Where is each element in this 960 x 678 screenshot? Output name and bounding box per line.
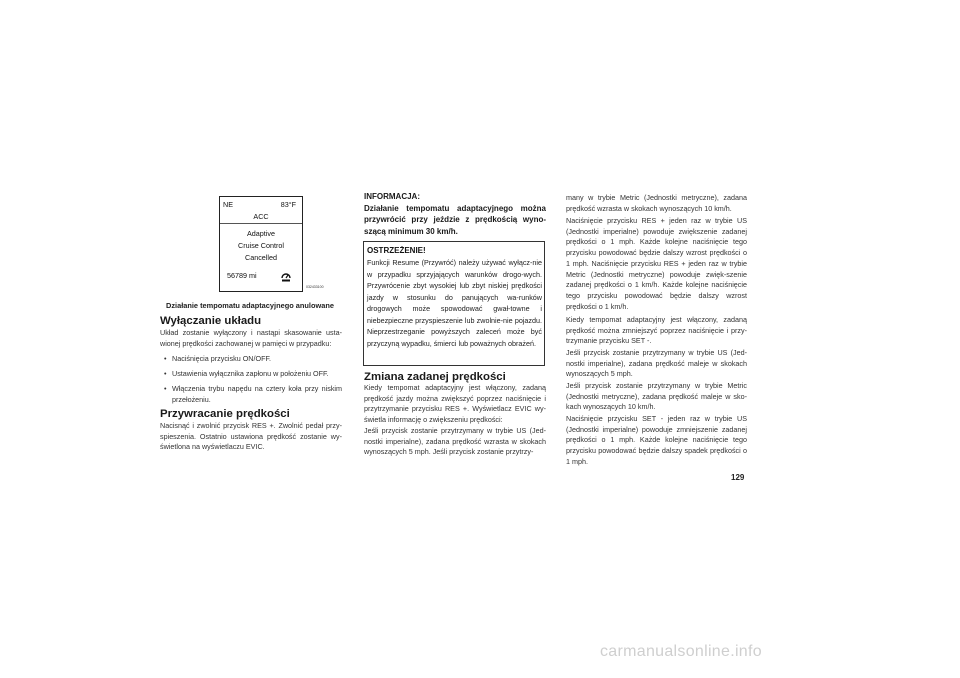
cruise-control-icon — [280, 271, 292, 283]
acc-mode-label: ACC — [220, 212, 302, 224]
page-number: 129 — [731, 473, 745, 482]
section-text-system-off: Układ zostanie wyłączony i nastąpi skasowanie usta-wionej prędkości zachowanej w pamięci w przypadku: — [160, 328, 342, 348]
info-text: Działanie tempomatu adaptacyjnego można przywrócić przy jeździe z prędkością wyno-szącą minimum 30 km/h. — [364, 204, 546, 236]
section-title-resume: Przywracanie prędkości — [160, 408, 290, 420]
evic-message — [220, 228, 302, 264]
evic-message-line: Cruise Control — [238, 241, 284, 250]
section-title-system-off: Wyłączanie układu — [160, 315, 262, 327]
section-text-change-speed: Kiedy tempomat adaptacyjny jest włączony, zadaną prędkość jazdy można zwiększyć poprzez naciśnięcie i przytrzymanie przycisku RES +. Wyświetlacz EVIC wy-świetla informację o zwiększeniu prędkości: — [364, 383, 546, 425]
section-text-change-speed-2: Jeśli przycisk zostanie przytrzymany w trybie US (Jed-nostki imperialne), zadana prędkość wzrasta w skokach wynoszących 5 mph. Jeśli przycisk zostanie przytrzy- — [364, 426, 546, 457]
odometer-readout: 56789 mi — [227, 271, 257, 280]
paragraph: Naciśnięcie przycisku SET - jeden raz w trybie US (Jednostki imperialne) powoduje zmniejszenie zadanej prędkości o 1 mph. Każde kolejne naciśnięcie tego przycisku powodować będzie dalszy spadek prędkości o 1 mph. — [566, 414, 747, 466]
compass-direction: NE — [223, 200, 233, 209]
watermark: carmanualsonline.info — [600, 643, 762, 660]
warning-title: OSTRZEŻENIE! — [367, 246, 426, 255]
evic-top-row — [223, 200, 296, 209]
evic-display-figure — [219, 196, 303, 292]
figure-code: 032433100 — [306, 285, 324, 289]
outside-temperature: 83°F — [280, 200, 296, 209]
section-title-change-speed: Zmiana zadanej prędkości — [364, 371, 506, 383]
figure-caption: Działanie tempomatu adaptacyjnego anulowane — [166, 301, 334, 310]
evic-message-line: Cancelled — [245, 253, 277, 262]
warning-text: Funkcji Resume (Przywróć) należy używać wyłącz-nie w przypadku sprzyjających warunków drogo-wych. Przywrócenie zbyt wysokiej lub zbyt niskiej prędkości jazdy w stosunku do panujących wa-runków drogowych może spowodować gwał-towne i niebezpieczne przyspieszenie lub zwolnie-nie pojazdu. Nieprzestrzeganie powyższych zaleceń może być przyczyną wypadku, śmierci lub poważnych obrażeń. — [367, 258, 542, 348]
paragraph: Jeśli przycisk zostanie przytrzymany w trybie US (Jed-nostki imperialne), zadana prędkość maleje w skokach wynoszących 5 mph. — [566, 348, 747, 379]
paragraph: Kiedy tempomat adaptacyjny jest włączony, zadaną prędkość można zmniejszyć poprzez naciśnięcie i przy-trzymanie przycisku SET -. — [566, 315, 747, 346]
info-title: INFORMACJA: — [364, 192, 420, 201]
section-text-resume: Nacisnąć i zwolnić przycisk RES +. Zwolnić pedał przy-spieszenia. Ostatnio ustawiona prędkość zostanie wy-świetlona na wyświetlaczu EVIC. — [160, 421, 342, 452]
evic-message-line: Adaptive — [247, 229, 275, 238]
paragraph: Jeśli przycisk zostanie przytrzymany w trybie Metric (Jednostki metryczne), zadana prędkość maleje w sko-kach wynoszących 10 km/h. — [566, 381, 747, 412]
paragraph: Naciśnięcie przycisku RES + jeden raz w trybie US (Jednostki imperialne) powoduje zwiększenie zadanej prędkości o 1 mph. Każde kolejne naciśnięcie tego przycisku powodować będzie dalszy wzrost prędkości o 1 mph. Naciśnięcie przycisku RES + jeden raz w trybie Metric (Jednostki metryczne) powoduje zwięk-szenie zadanej prędkości o 1 km/h. Każde kolejne naciśnięcie tego przycisku powodować będzie dalszy wzrost prędkości o 1 km/h. — [566, 216, 747, 311]
warning-box — [363, 241, 545, 366]
paragraph: many w trybie Metric (Jednostki metryczne), zadana prędkość wzrasta w skokach wynoszących 10 km/h. — [566, 193, 747, 213]
